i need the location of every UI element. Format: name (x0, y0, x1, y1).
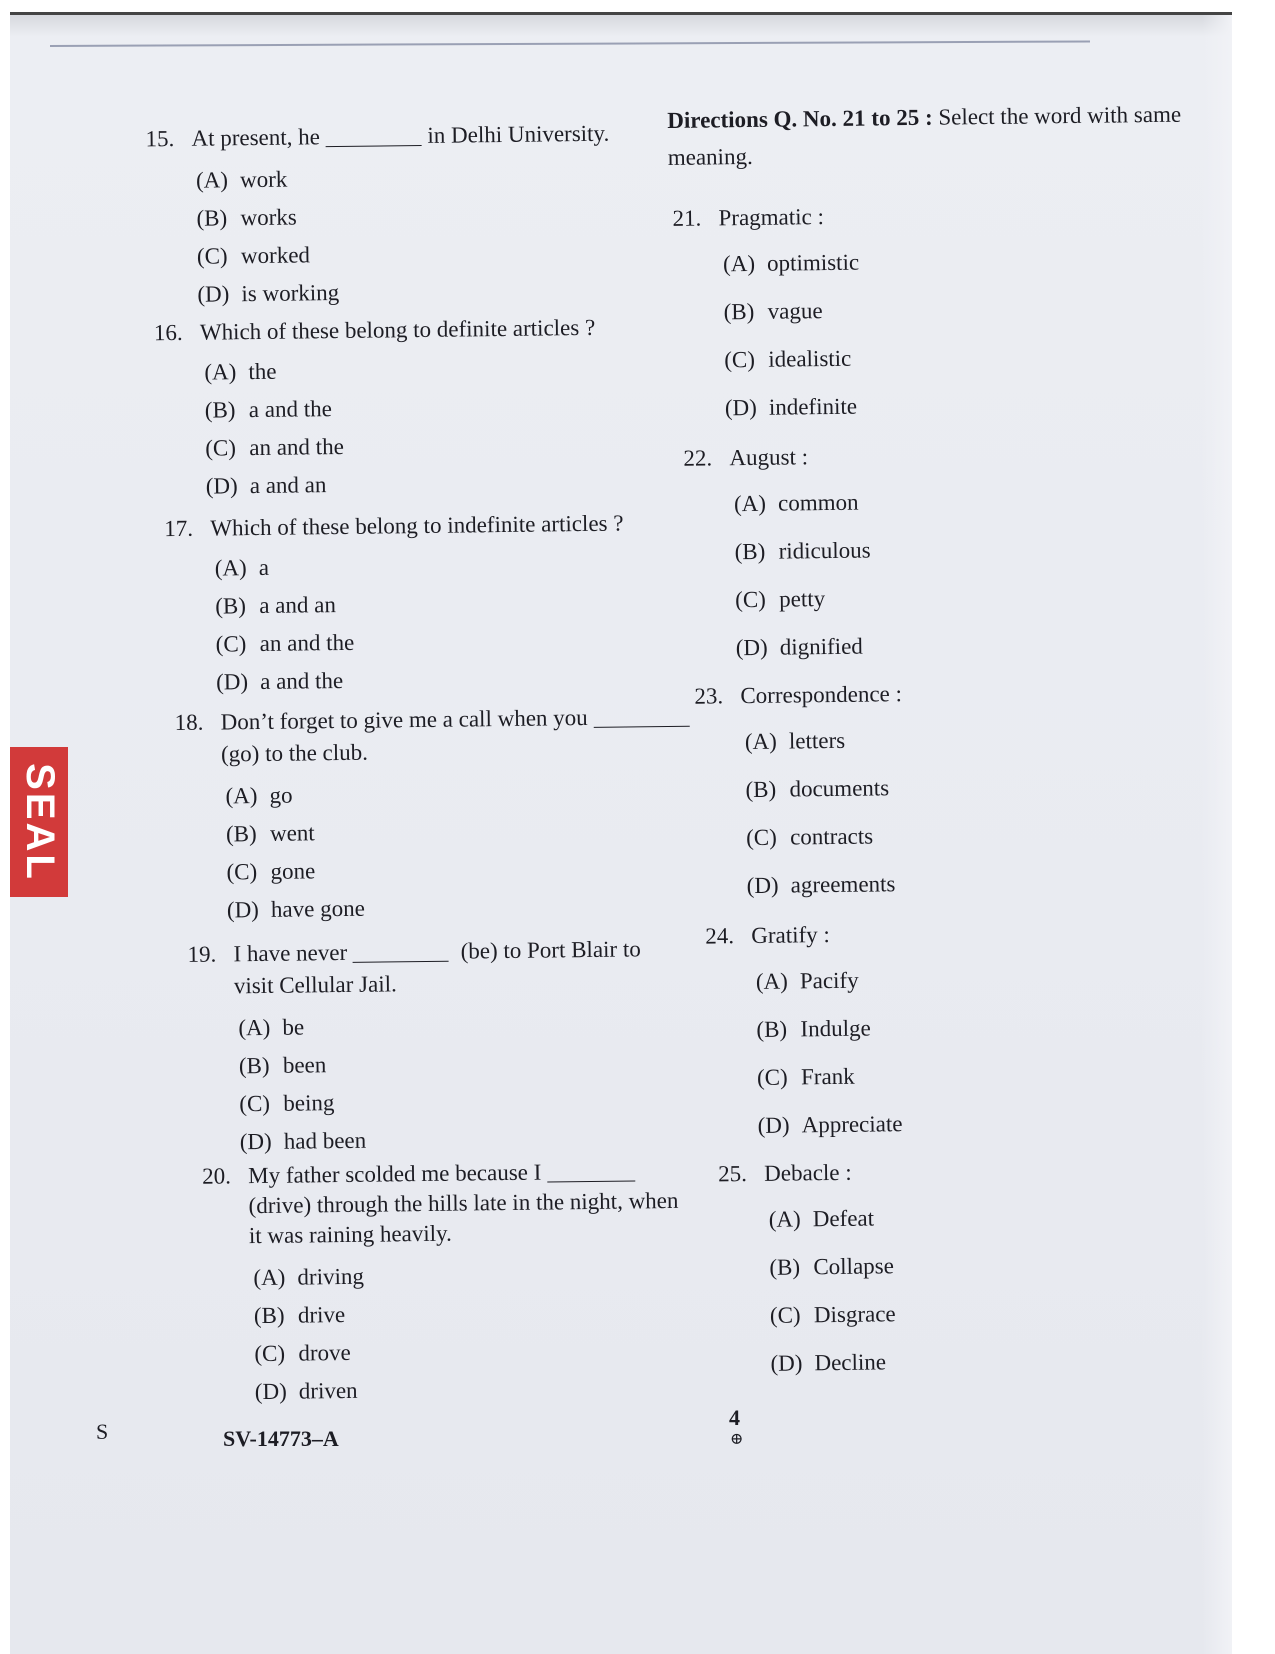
option-d: (D) have gone (226, 895, 365, 923)
option-a: (A) letters (744, 727, 846, 755)
option-c: (C) Frank (756, 1063, 855, 1090)
option-a: (A) go (225, 782, 293, 809)
option-b: (B) ridiculous (734, 537, 871, 565)
question-number: 15. (145, 126, 175, 152)
question-stem: Pragmatic : (718, 204, 825, 231)
option-c: (C) Disgrace (769, 1301, 896, 1328)
question-number: 18. (174, 709, 204, 736)
option-a: (A) Pacify (755, 967, 859, 994)
directions-text: Select the word with same meaning. (667, 101, 1182, 170)
option-a: (A) be (238, 1014, 305, 1041)
option-d: (D) Appreciate (757, 1111, 903, 1138)
page-edge (1202, 15, 1232, 1654)
question-stem: Which of these belong to indefinite articles ? (210, 510, 624, 541)
question-stem-line-3: it was raining heavily. (248, 1220, 452, 1249)
question-stem: At present, he in Delhi University. (191, 120, 610, 151)
option-c: (C) contracts (745, 823, 874, 851)
option-c: (C) an and the (215, 629, 355, 657)
question-number: 21. (672, 205, 702, 231)
question-number: 24. (705, 923, 735, 949)
option-d: (D) a and an (205, 472, 327, 499)
paper-code: SV-14773–A (223, 1426, 339, 1451)
option-c: (C) worked (196, 242, 311, 269)
option-c: (C) gone (226, 858, 316, 885)
answer-blank (593, 703, 689, 728)
option-b: (B) drive (253, 1302, 346, 1329)
option-a: (A) Defeat (768, 1205, 875, 1232)
option-c: (C) an and the (205, 433, 344, 461)
option-a: (A) a (214, 554, 270, 581)
answer-blank (353, 938, 449, 963)
header-rule (50, 40, 1090, 47)
option-b: (B) went (225, 820, 315, 847)
option-b: (B) documents (745, 775, 890, 803)
question-number: 16. (153, 319, 183, 346)
answer-blank (547, 1157, 635, 1182)
option-d: (D) driven (254, 1377, 358, 1405)
answer-blank (325, 122, 421, 147)
option-b: (B) Indulge (756, 1015, 871, 1042)
option-d: (D) indefinite (724, 393, 858, 421)
seal-tab (10, 747, 68, 897)
option-b: (B) been (238, 1052, 327, 1079)
question-stem-line-2: (go) to the club. (220, 739, 369, 767)
question-stem: Correspondence : (740, 681, 903, 709)
option-c: (C) being (239, 1090, 335, 1117)
option-d: (D) is working (197, 280, 340, 307)
question-number: 22. (683, 445, 713, 471)
question-stem: Debacle : (764, 1159, 852, 1186)
question-stem: Gratify : (751, 922, 831, 949)
question-number: 23. (694, 683, 724, 709)
question-number: 19. (187, 941, 217, 967)
question-number: 20. (202, 1163, 232, 1189)
option-a: (A) work (195, 166, 288, 193)
question-number: 17. (164, 515, 194, 542)
option-b: (B) works (196, 204, 297, 231)
question-stem-line-2: visit Cellular Jail. (233, 971, 397, 999)
option-c: (C) idealistic (724, 345, 852, 373)
margin-letter: S (96, 1419, 109, 1444)
seal-label: SEAL (17, 762, 62, 882)
directions (667, 97, 1188, 177)
question-stem: August : (729, 444, 809, 471)
question-stem: Which of these belong to definite articles ? (199, 314, 596, 345)
option-d: (D) had been (239, 1127, 367, 1155)
option-b: (B) a and the (204, 396, 333, 423)
question-stem: My father scolded me because I (248, 1157, 635, 1190)
option-a: (A) optimistic (722, 249, 860, 277)
exam-page (10, 12, 1232, 1654)
option-d: (D) agreements (746, 871, 896, 899)
option-a: (A) common (733, 489, 859, 517)
option-d: (D) dignified (735, 633, 863, 661)
option-b: (B) vague (723, 298, 823, 325)
question-stem: I have never (be) to Port Blair to (233, 936, 641, 967)
option-a: (A) driving (253, 1263, 365, 1291)
option-b: (B) Collapse (769, 1253, 894, 1280)
option-c: (C) drove (254, 1339, 351, 1367)
question-stem-line-2: (drive) through the hills late in the night, when (248, 1187, 679, 1219)
crosshair-mark-icon: ⊕ (730, 1431, 744, 1448)
question-number: 25. (718, 1161, 748, 1187)
option-a: (A) the (204, 358, 277, 385)
option-d: (D) Decline (770, 1349, 887, 1376)
question-stem: Don’t forget to give me a call when you (220, 703, 689, 737)
option-d: (D) a and the (216, 667, 344, 695)
directions-heading: Directions Q. No. 21 to 25 : (667, 104, 933, 133)
option-b: (B) a and an (215, 592, 337, 619)
option-c: (C) petty (735, 586, 826, 613)
page-number: 4 (729, 1405, 740, 1430)
